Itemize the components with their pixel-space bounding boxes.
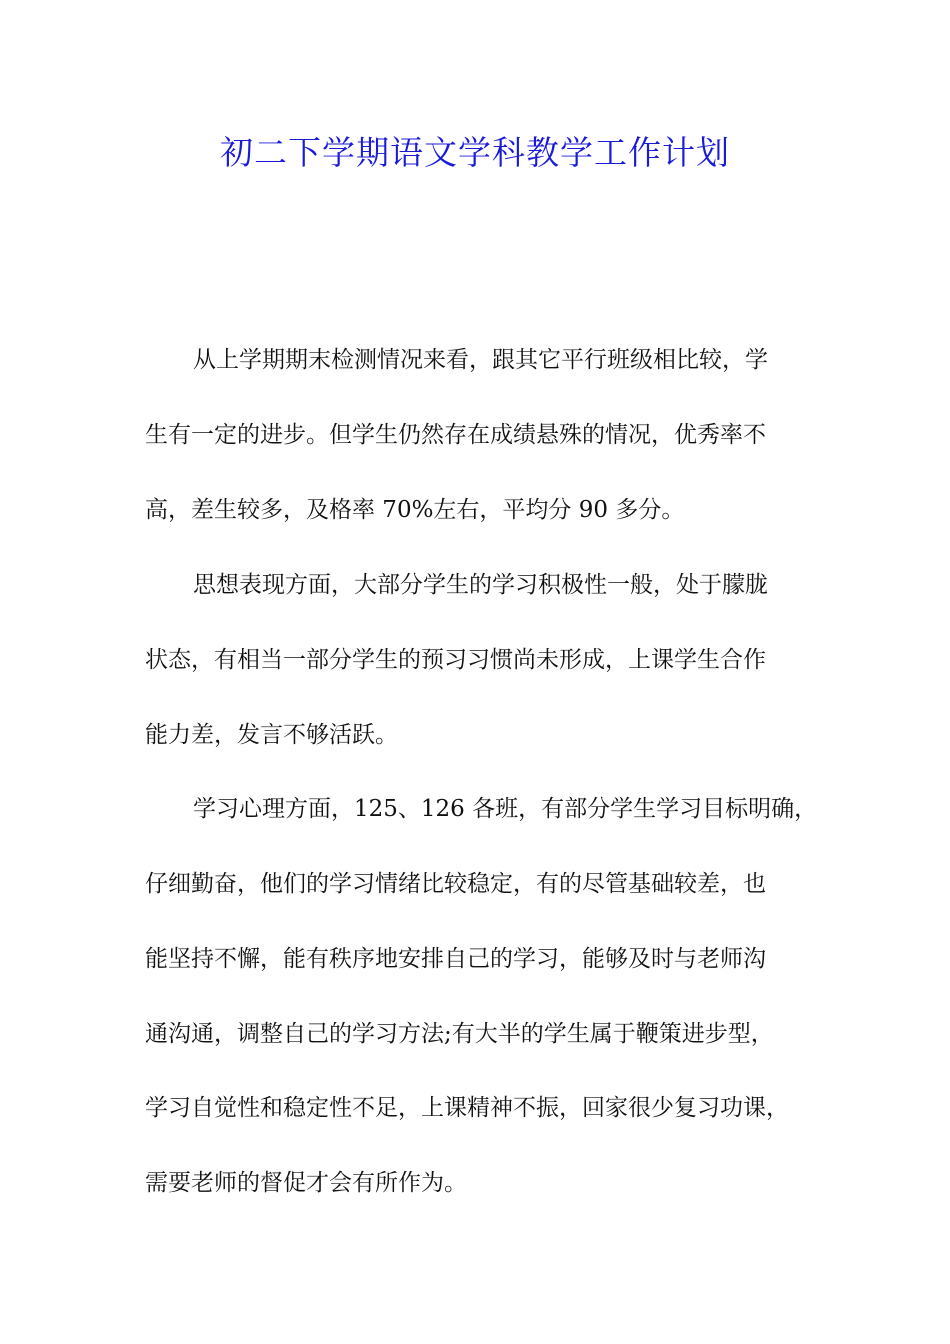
paragraph-3-line-1: 学习心理方面，125、126 各班，有部分学生学习目标明确， [193, 796, 818, 822]
paragraph-3-line-5: 学习自觉性和稳定性不足，上课精神不振，回家很少复习功课， [145, 1095, 789, 1121]
paragraph-1-line-2: 生有一定的进步。但学生仍然存在成绩悬殊的情况，优秀率不 [145, 422, 766, 448]
paragraph-3-line-4: 通沟通，调整自己的学习方法;有大半的学生属于鞭策进步型， [145, 1021, 774, 1047]
paragraph-2-line-3: 能力差，发言不够活跃。 [145, 722, 398, 748]
paragraph-2-line-1: 思想表现方面，大部分学生的学习积极性一般，处于朦胧 [193, 572, 768, 598]
paragraph-1-line-3: 高，差生较多，及格率 70%左右，平均分 90 多分。 [145, 497, 685, 523]
paragraph-3-line-6: 需要老师的督促才会有所作为。 [145, 1170, 467, 1196]
paragraph-2-line-2: 状态，有相当一部分学生的预习习惯尚未形成，上课学生合作 [145, 647, 766, 673]
document-title: 初二下学期语文学科教学工作计划 [220, 133, 730, 172]
paragraph-3-line-2: 仔细勤奋，他们的学习情绪比较稳定，有的尽管基础较差，也 [145, 871, 766, 897]
paragraph-1-line-1: 从上学期期末检测情况来看，跟其它平行班级相比较，学 [193, 347, 768, 373]
paragraph-3-line-3: 能坚持不懈，能有秩序地安排自己的学习，能够及时与老师沟 [145, 946, 766, 972]
